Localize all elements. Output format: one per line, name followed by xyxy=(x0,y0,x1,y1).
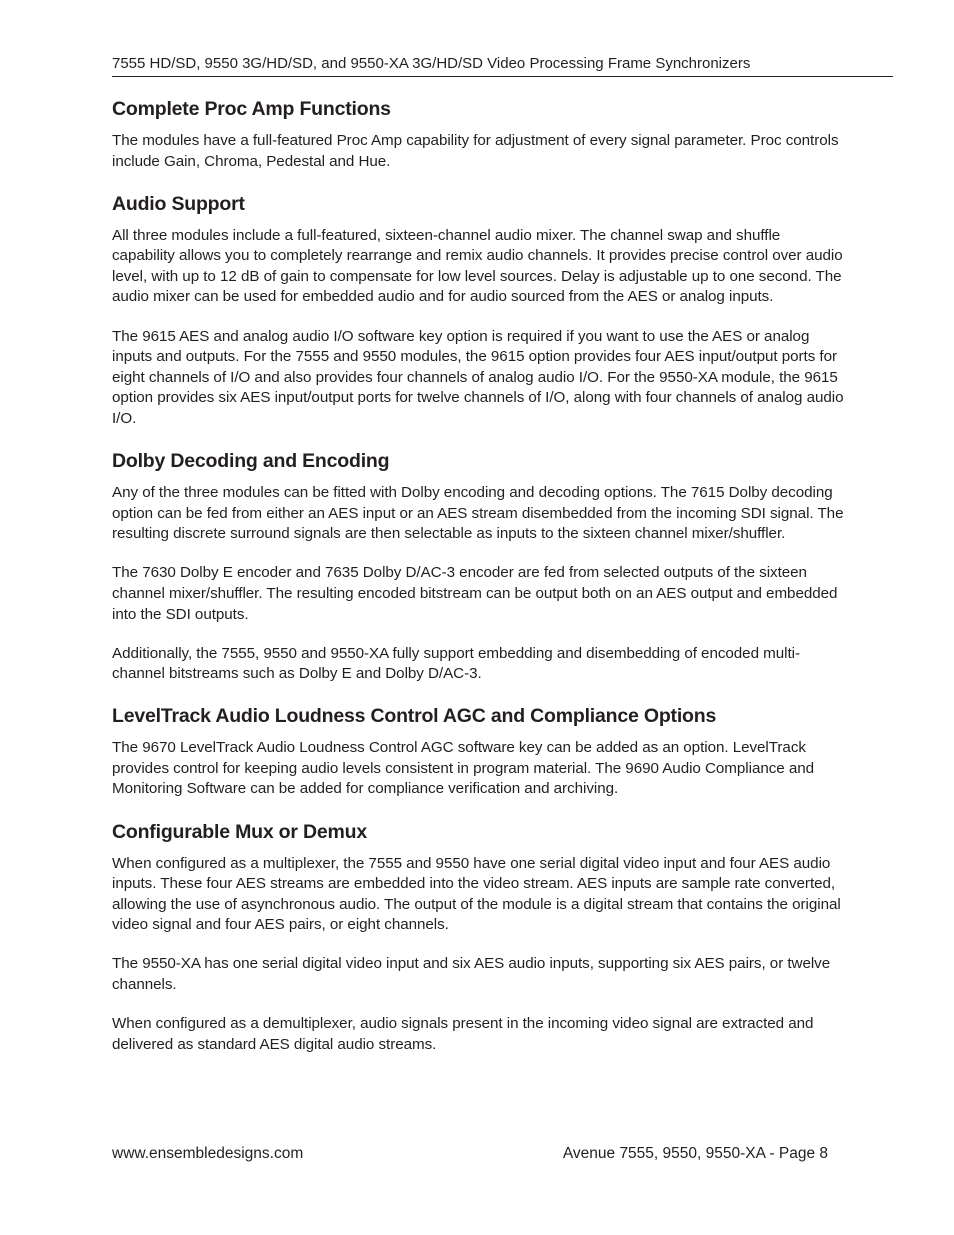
section-audio-support xyxy=(112,191,847,430)
paragraph: The 9670 LevelTrack Audio Loudness Control AGC software key can be added as an option. LevelTrack provides control for keeping audio levels consistent in program material. The 9690 Audio Compliance and Monitoring Software can be added for compliance verification and archiving. xyxy=(112,739,815,798)
section-dolby xyxy=(112,448,847,685)
paragraph: Any of the three modules can be fitted with Dolby encoding and decoding options. The 7615 Dolby decoding option can be fed from either an AES input or an AES stream disembedded from the incoming SDI signal. The resulting discrete surround signals are then selectable as inputs to the sixteen channel mixer/shuffler. xyxy=(112,484,844,543)
paragraph: When configured as a demultiplexer, audio signals present in the incoming video signal are extracted and delivered as standard AES digital audio streams. xyxy=(112,1015,814,1053)
section-proc-amp xyxy=(112,96,847,172)
paragraph: The 7630 Dolby E encoder and 7635 Dolby D/AC-3 encoder are fed from selected outputs of the sixteen channel mixer/shuffler. The resulting encoded bitstream can be output both on an AES output and embedded into the SDI outputs. xyxy=(112,564,838,623)
paragraph: The 9550-XA has one serial digital video input and six AES audio inputs, supporting six AES pairs, or twelve channels. xyxy=(112,955,831,994)
section-heading: Configurable Mux or Demux xyxy=(112,820,368,843)
running-header: 7555 HD/SD, 9550 3G/HD/SD, and 9550-XA 3G/HD/SD Video Processing Frame Synchronizers xyxy=(112,55,751,72)
section-heading: Complete Proc Amp Functions xyxy=(112,98,391,120)
section-mux-demux xyxy=(112,819,847,1056)
section-heading: Audio Support xyxy=(112,192,245,215)
paragraph: The 9615 AES and analog audio I/O software key option is required if you want to use the AES or analog inputs and outputs. For the 7555 and 9550 modules, the 9615 option provides four AES input/output ports for eight channels of I/O and also provides four channels of analog audio I/O. For the 9550-XA module, the 9615 option provides six AES input/output ports for twelve channels of I/O, along with four channels of analog audio I/O. xyxy=(112,327,844,427)
paragraph: The modules have a full-featured Proc Amp capability for adjustment of every signal parameter. Proc controls include Gain, Chroma, Pedestal and Hue. xyxy=(112,132,839,170)
page-content xyxy=(112,96,847,1074)
footer-website: www.ensembledesigns.com xyxy=(112,1145,304,1162)
paragraph: Additionally, the 7555, 9550 and 9550-XA fully support embedding and disembedding of encoded multi-channel bitstreams such as Dolby E and Dolby D/AC-3. xyxy=(112,644,800,683)
section-heading: LevelTrack Audio Loudness Control AGC and Compliance Options xyxy=(112,705,717,728)
header-rule xyxy=(112,76,893,77)
paragraph: When configured as a multiplexer, the 7555 and 9550 have one serial digital video input and four AES audio inputs. These four AES streams are embedded into the video stream. AES inputs are sample rate converted, allowing the use of asynchronous audio. The output of the module is a digital stream that contains the original video signal and four AES pairs, or eight channels. xyxy=(112,854,841,934)
section-heading: Dolby Decoding and Encoding xyxy=(112,450,390,473)
footer-page-label: Avenue 7555, 9550, 9550-XA - Page 8 xyxy=(562,1145,828,1162)
section-leveltrack xyxy=(112,703,847,800)
paragraph: All three modules include a full-featured, sixteen-channel audio mixer. The channel swap and shuffle capability allows you to completely rearrange and remix audio channels. It provides precise control over audio level, with up to 12 dB of gain to compensate for low level sources. Delay is adjustable up to one second. The audio mixer can be used for embedded audio and for audio sourced from the AES or analog inputs. xyxy=(112,226,843,306)
